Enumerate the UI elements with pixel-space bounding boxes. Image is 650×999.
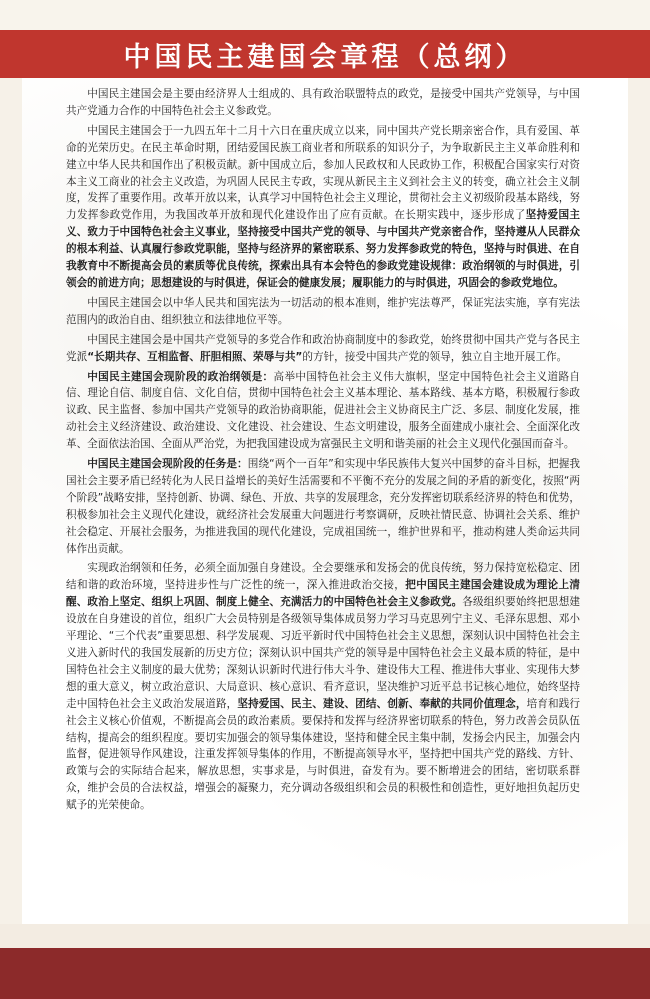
- paragraph-2: 中国民主建国会于一九四五年十二月十六日在重庆成立以来，同中国共产党长期亲密合作，具有爱国、革命的光荣历史。在民主革命时期，团结爱国民族工商业者和所联系的知识分子，为争取新民主主义革命胜利和建立中华人民共和国作出了积极贡献。新中国成立后，参加人民政权和人民政协工作，积极配合国家实行对资本主义工商业的社会主义改造，为巩固人民民主专政，实现从新民主主义到社会主义的转变，确立社会主义制度，发挥了重要作用。改革开放以来，认真学习中国特色社会主义理论，贯彻社会主义初级阶段基本路线，努力发挥参政党作用，为我国改革开放和现代化建设作出了应有贡献。在长期实践中，逐步形成了坚持爱国主义、致力于中国特色社会主义事业，坚持接受中国共产党的领导、与中国共产党亲密合作，坚持遵从人民群众的根本利益、认真履行参政党职能，坚持与经济界的紧密联系、努力发挥参政党的特色，坚持与时俱进、在自我教育中不断提高会员的素质等优良传统，探索出具有本会特色的参政党建设规律：政治纲领的与时俱进，引领会的前进方向；思想建设的与时俱进，保证会的健康发展；履职能力的与时俱进，巩固会的参政党地位。: [66, 124, 581, 289]
- values-bold: 坚持爱国、民主、建设、团结、创新、奉献的共同价值理念，: [237, 697, 527, 710]
- top-stripe: [0, 0, 650, 30]
- paragraph-3: 中国民主建国会以中华人民共和国宪法为一切活动的根本准则，维护宪法尊严，保证宪法实施，享有宪法范围内的政治自由、组织独立和法律地位平等。: [66, 296, 580, 326]
- paragraph-5: 中国民主建国会现阶段的政治纲领是：高举中国特色社会主义伟大旗帜，坚定中国特色社会主义道路自信、理论自信、制度自信、文化自信，贯彻中国特色社会主义基本理论、基本路线、基本方略，积极履行参政议政、民主监督、参加中国共产党领导的政治协商职能，促进社会主义协商民主广泛、多层、制度化发展，推动社会主义经济建设、政治建设、文化建设、社会建设、生态文明建设，服务全面建成小康社会、全面深化改革、全面依法治国、全面从严治党，为把我国建设成为富强民主文明和谐美丽的社会主义现代化强国而奋斗。: [66, 370, 580, 451]
- policy-bold: “长期共存、互相监督、肝胆相照、荣辱与共”: [87, 350, 303, 363]
- tasks-heading: 中国民主建国会现阶段的任务是：: [87, 458, 248, 471]
- paragraph-7: 实现政治纲领和任务，必须全面加强自身建设。全会要继承和发扬会的优良传统，努力保持宽松稳定、团结和谐的政治环境，坚持进步性与广泛性的统一，深入推进政治交接，把中国民主建国会建设成为理论上清醒、政治上坚定、组织上巩固、制度上健全、充满活力的中国特色社会主义参政党。各级组织要始终把思想建设放在自身建设的首位，组织广大会员特别是各级领导集体成员努力学习马克思列宁主义、毛泽东思想、邓小平理论、“三个代表”重要思想、科学发展观、习近平新时代中国特色社会主义思想，深刻认识中国特色社会主义进入新时代的我国发展新的历史方位；深刻认识中国共产党的领导是中国特色社会主义最本质的特征，是中国特色社会主义制度的最大优势；深刻认识新时代进行伟大斗争、建设伟大工程、推进伟大事业、实现伟大梦想的重大意义，树立政治意识、大局意识、核心意识、看齐意识，坚决维护习近平总书记核心地位，始终坚持走中国特色社会主义政治发展道路，坚持爱国、民主、建设、团结、创新、奉献的共同价值理念，培育和践行社会主义核心价值观，不断提高会员的政治素质。要保持和发挥与经济界密切联系的特色，努力改善会员队伍结构，提高会的组织程度。要切实加强会的领导集体建设，坚持和健全民主集中制，发扬会内民主，加强会内监督，促进领导作风建设，注重发挥领导集体的作用，不断提高领导水平，坚持把中国共产党的路线、方针、政策与会的实际结合起来，解放思想，实事求是，与时俱进，奋发有为。要不断增进会的团结，密切联系群众，维护会员的合法权益，增强会的凝聚力，充分调动各级组织和会员的积极性和创造性，更好地担负起历史赋予的光荣使命。: [66, 562, 581, 812]
- paragraph-4: 中国民主建国会是中国共产党领导的多党合作和政治协商制度中的参政党，始终贯彻中国共产党与各民主党派“长期共存、互相监督、肝胆相照、荣辱与共”的方针，接受中国共产党的领导，独立自主地开展工作。: [66, 333, 580, 363]
- traditions-bold: 坚持爱国主义、致力于中国特色社会主义事业，坚持接受中国共产党的领导、与中国共产党亲密合作，坚持遵从人民群众的根本利益、认真履行参政党职能，坚持与经济界的紧密联系、努力发挥参政党的特色，坚持与时俱进、在自我教育中不断提高会员的素质等优良传统，探索出具有本会特色的参政党建设规律：政治纲领的与时俱进，引领会的前进方向；思想建设的与时俱进，保证会的健康发展；履职能力的与时俱进，巩固会的参政党地位。: [66, 209, 581, 289]
- goal-bold: 把中国民主建国会建设成为理论上清醒、政治上坚定、组织上巩固、制度上健全、充满活力的中国特色社会主义参政党。: [66, 579, 580, 609]
- page-title: 中国民主建国会章程（总纲）: [123, 41, 527, 73]
- footer-band-light: [0, 924, 650, 948]
- title-banner: [0, 30, 650, 78]
- program-heading: 中国民主建国会现阶段的政治纲领是：: [87, 370, 274, 383]
- charter-text: [66, 86, 580, 817]
- footer-band-dark: [0, 948, 650, 999]
- paragraph-6: 中国民主建国会现阶段的任务是：围绕“两个一百年”和实现中华民族伟大复兴中国梦的奋斗目标，把握我国社会主要矛盾已经转化为人民日益增长的美好生活需要和不平衡不充分的发展之间的矛盾的新变化，按照“两个阶段”战略安排，坚持创新、协调、绿色、开放、共享的发展理念，充分发挥密切联系经济界的特色和优势，积极参加社会主义现代化建设，就经济社会发展重大问题进行考察调研，反映社情民意、协调社会关系、维护社会稳定、开展社会服务，为推进我国的现代化建设，完成祖国统一，维护世界和平，推动构建人类命运共同体作出贡献。: [66, 458, 580, 555]
- paragraph-1: 中国民主建国会是主要由经济界人士组成的、具有政治联盟特点的政党，是接受中国共产党领导，与中国共产党通力合作的中国特色社会主义参政党。: [66, 88, 580, 117]
